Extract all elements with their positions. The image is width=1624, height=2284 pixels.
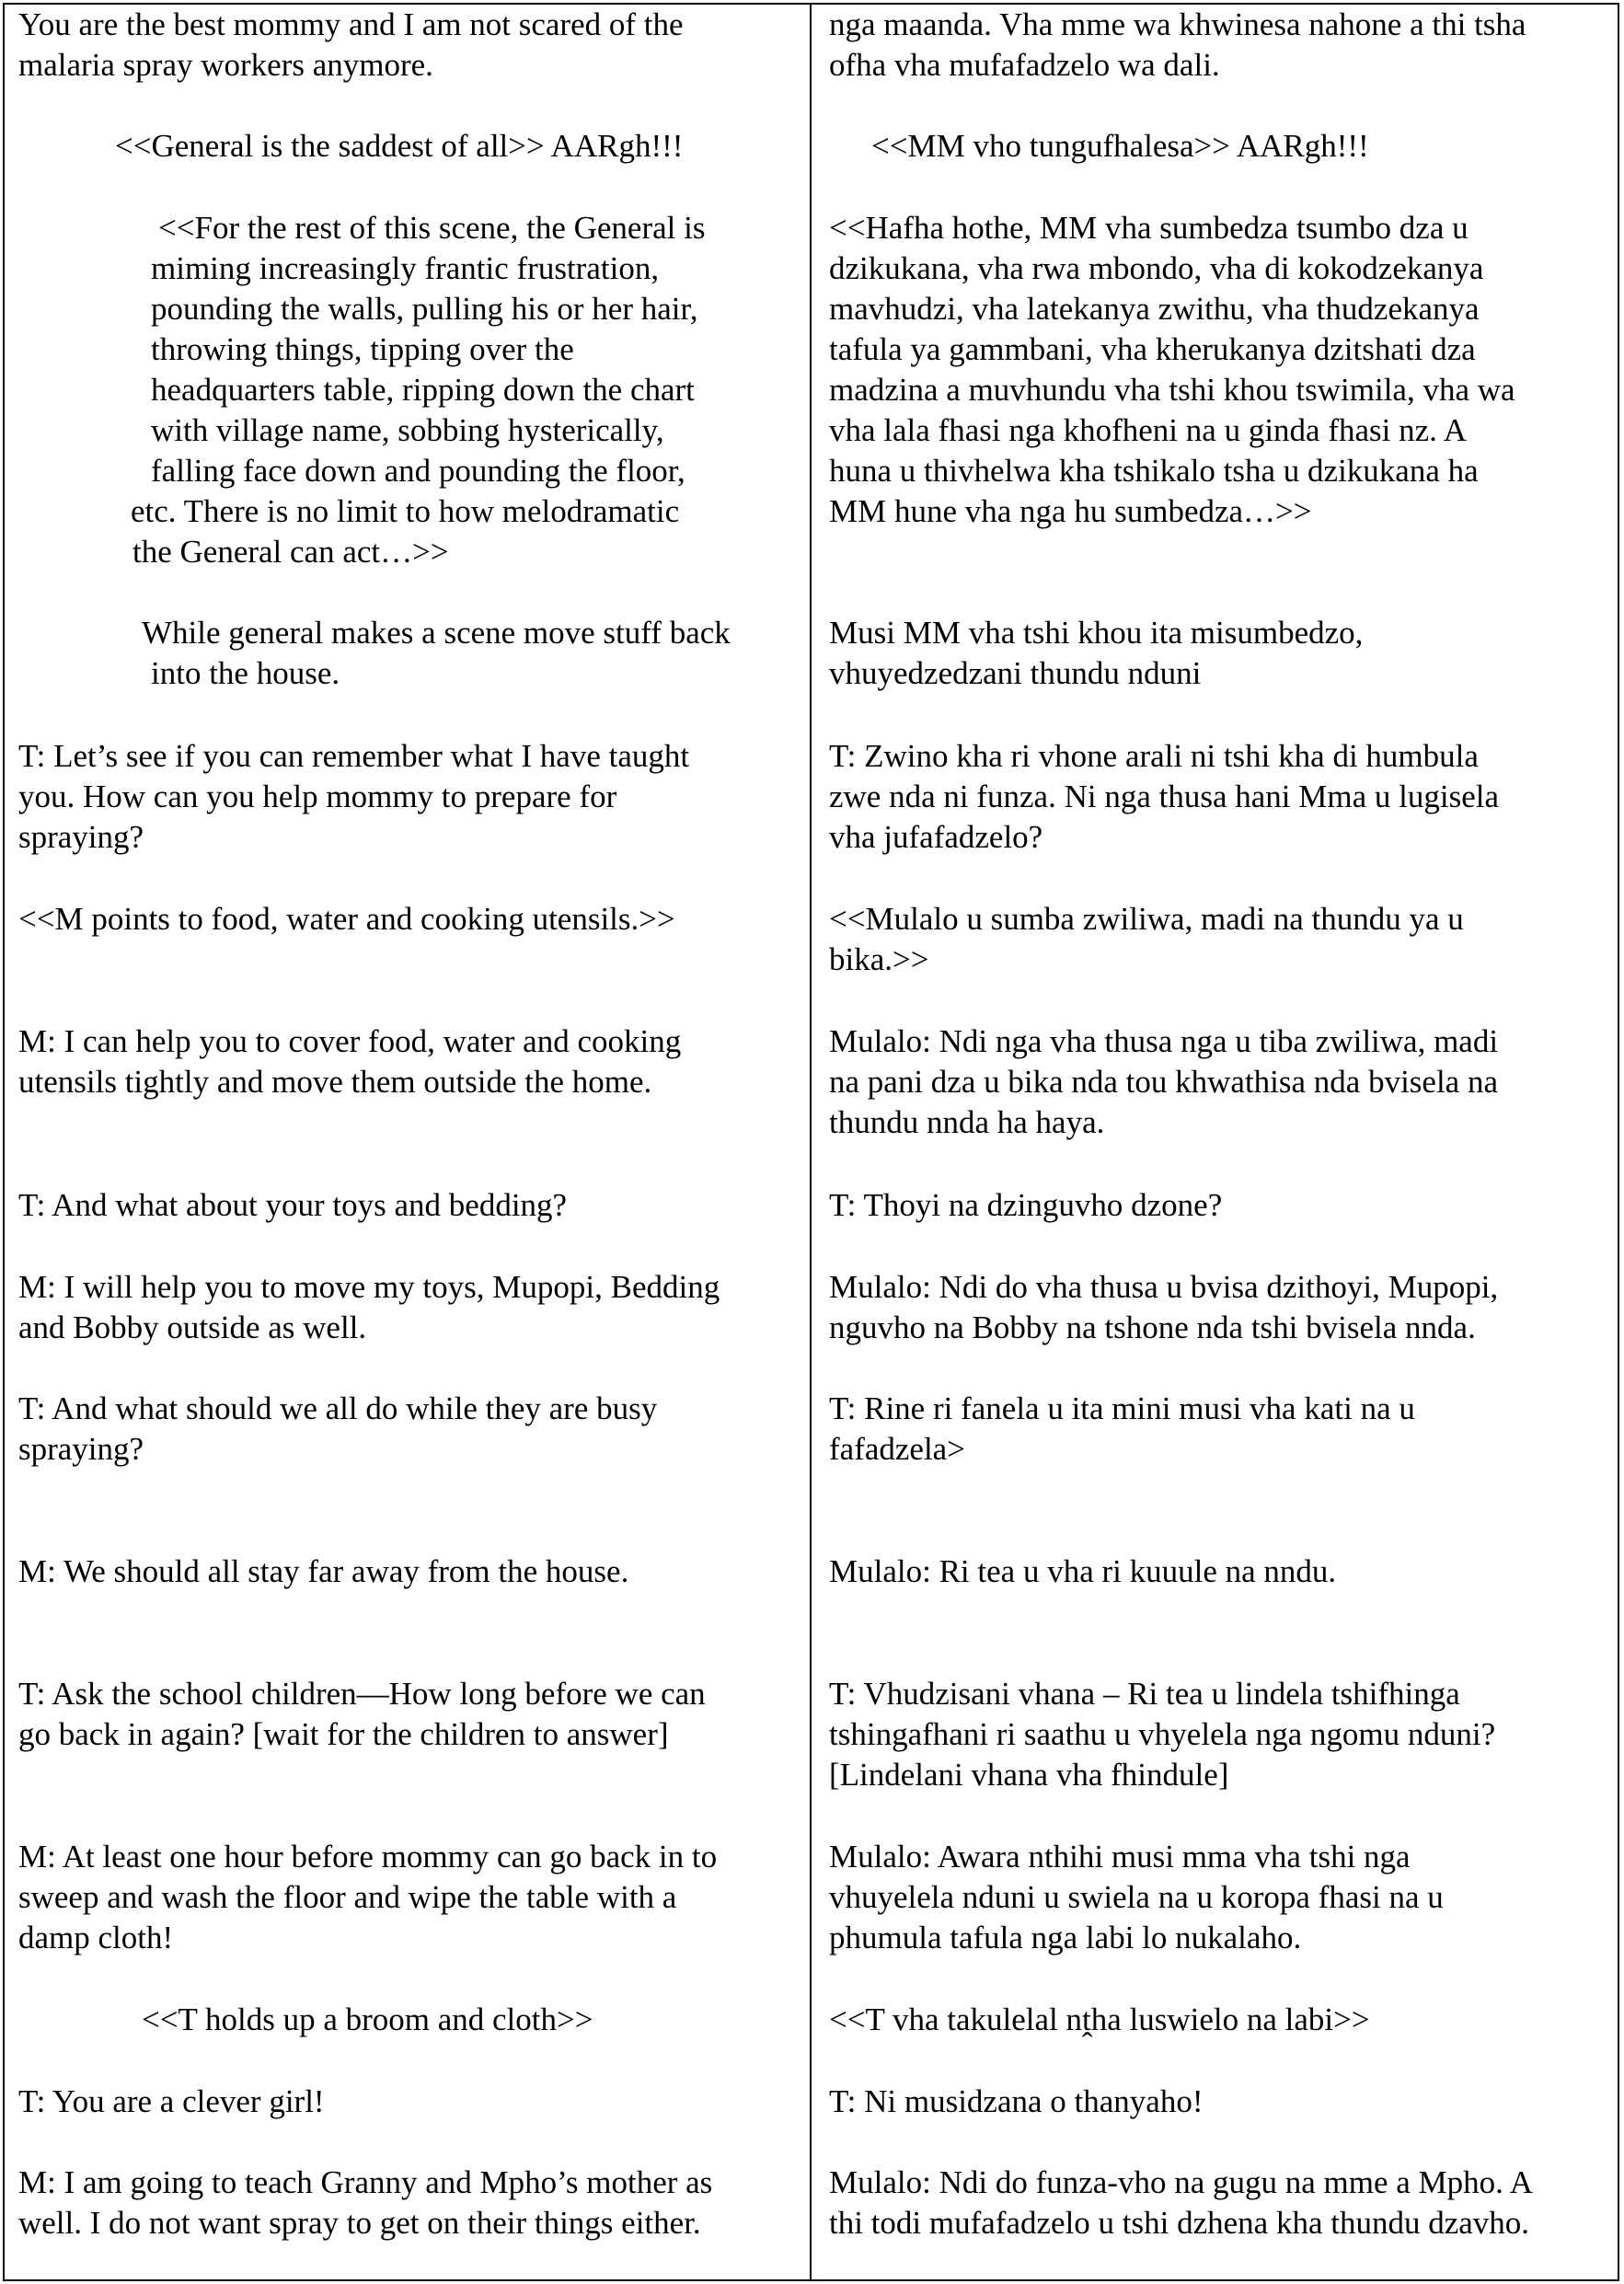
translation-line: nga maanda. Vha mme wa khwinesa nahone a thi tsha ofha vha mufafadzelo wa dali. xyxy=(829,6,1526,83)
script-line: M: I am going to teach Granny and Mpho’s mother as well. I do not want spray to get on their things either. xyxy=(18,2164,713,2241)
stage-direction: <<M points to food, water and cooking utensils.>> xyxy=(18,901,675,937)
script-line: T: Let’s see if you can remember what I have taught you. How can you help mommy to prepare for spraying? xyxy=(18,738,690,855)
script-line: M: At least one hour before mommy can go back in to sweep and wash the floor and wipe the table with a damp cloth! xyxy=(18,1839,718,1955)
translation-stage-direction: <<MM vho tungufhalesa>> AARgh!!! xyxy=(871,128,1369,164)
translation-line: Mulalo: Awara nthihi musi mma vha tshi nga vhuyelela nduni u swiela na u koropa fhasi na u phumula tafula nga labi lo nukalaho. xyxy=(829,1839,1444,1955)
translation-stage-direction: <<Mulalo u sumba zwiliwa, madi na thundu ya u bika.>> xyxy=(829,901,1464,977)
translation-stage-direction: Musi MM vha tshi khou ita misumbedzo, vhuyedzedzani thundu nduni xyxy=(829,615,1364,691)
script-line: M: I will help you to move my toys, Mupopi, Bedding and Bobby outside as well. xyxy=(18,1269,720,1345)
stage-direction: <<For the rest of this scene, the General is miming increasingly frantic frustration, pounding the walls, pulling his or her hair, throwing things, tipping over the headquarters table, ripping down the chart with village name, sobbing hysterically, falling face down and pounding the floor, etc. There is no limit to how melodramatic the General can act…>> xyxy=(131,210,706,570)
translation-line: Mulalo: Ndi do funza-vho na gugu na mme a Mpho. A thi todi mufafadzelo u tshi dzhena kha thundu dzavho. xyxy=(829,2164,1534,2241)
script-line: T: You are a clever girl! xyxy=(18,2083,325,2119)
translation-line: T: Vhudzisani vhana – Ri tea u lindela tshifhinga tshingafhani ri saathu u vhyelela nga ngomu nduni? [Lindelani vhana vha fhindule] xyxy=(829,1676,1496,1793)
script-line: T: And what about your toys and bedding? xyxy=(18,1187,568,1223)
stage-direction: <<General is the saddest of all>> AARgh!!! xyxy=(115,128,684,164)
translation-stage-direction: <<Hafha hothe, MM vha sumbedza tsumbo dza u dzikukana, vha rwa mbondo, vha di kokodzekanya mavhudzi, vha latekanya zwithu, vha thudzekanya tafula ya gammbani, vha kherukanya dzitshati dza madzina a muvhundu vha tshi khou tswimila, vha wa vha lala fhasi nga khofheni na u ginda fhasi nz. A huna u thivhelwa kha tshikalo tsha u dzikukana ha MM hune vha nga hu sumbedza…>> xyxy=(829,210,1515,529)
translation-line: T: Rine ri fanela u ita mini musi vha kati na u fafadzela> xyxy=(829,1390,1415,1467)
script-line: You are the best mommy and I am not scared of the malaria spray workers anymore. xyxy=(18,6,684,83)
translation-line: T: Ni musidzana o thanyaho! xyxy=(829,2083,1204,2119)
script-line: T: Ask the school children—How long before we can go back in again? [wait for the children to answer] xyxy=(18,1676,706,1752)
script-line: M: I can help you to cover food, water and cooking utensils tightly and move them outside the home. xyxy=(18,1023,682,1100)
translation-line: Mulalo: Ri tea u vha ri kuuule na nndu. xyxy=(829,1553,1337,1589)
translation-line: Mulalo: Ndi do vha thusa u bvisa dzithoyi, Mupopi, nguvho na Bobby na tshone nda tshi bvisela nnda. xyxy=(829,1269,1499,1345)
script-line: M: We should all stay far away from the house. xyxy=(18,1553,629,1589)
translation-line: T: Thoyi na dzinguvho dzone? xyxy=(829,1187,1223,1223)
column-divider xyxy=(810,3,812,2281)
stage-direction: While general makes a scene move stuff back into the house. xyxy=(142,615,731,691)
script-line: T: And what should we all do while they are busy spraying? xyxy=(18,1390,658,1467)
translation-line: T: Zwino kha ri vhone arali ni tshi kha di humbula zwe nda ni funza. Ni nga thusa hani Mma u lugisela vha jufafadzelo? xyxy=(829,738,1499,855)
translation-line: Mulalo: Ndi nga vha thusa nga u tiba zwiliwa, madi na pani dza u bika nda tou khwathisa nda bvisela na thundu nnda ha haya. xyxy=(829,1023,1499,1140)
stage-direction: <<T holds up a broom and cloth>> xyxy=(142,2001,593,2037)
translation-stage-direction: <<T vha takulelal nṱha luswielo na labi>> xyxy=(829,2001,1370,2037)
